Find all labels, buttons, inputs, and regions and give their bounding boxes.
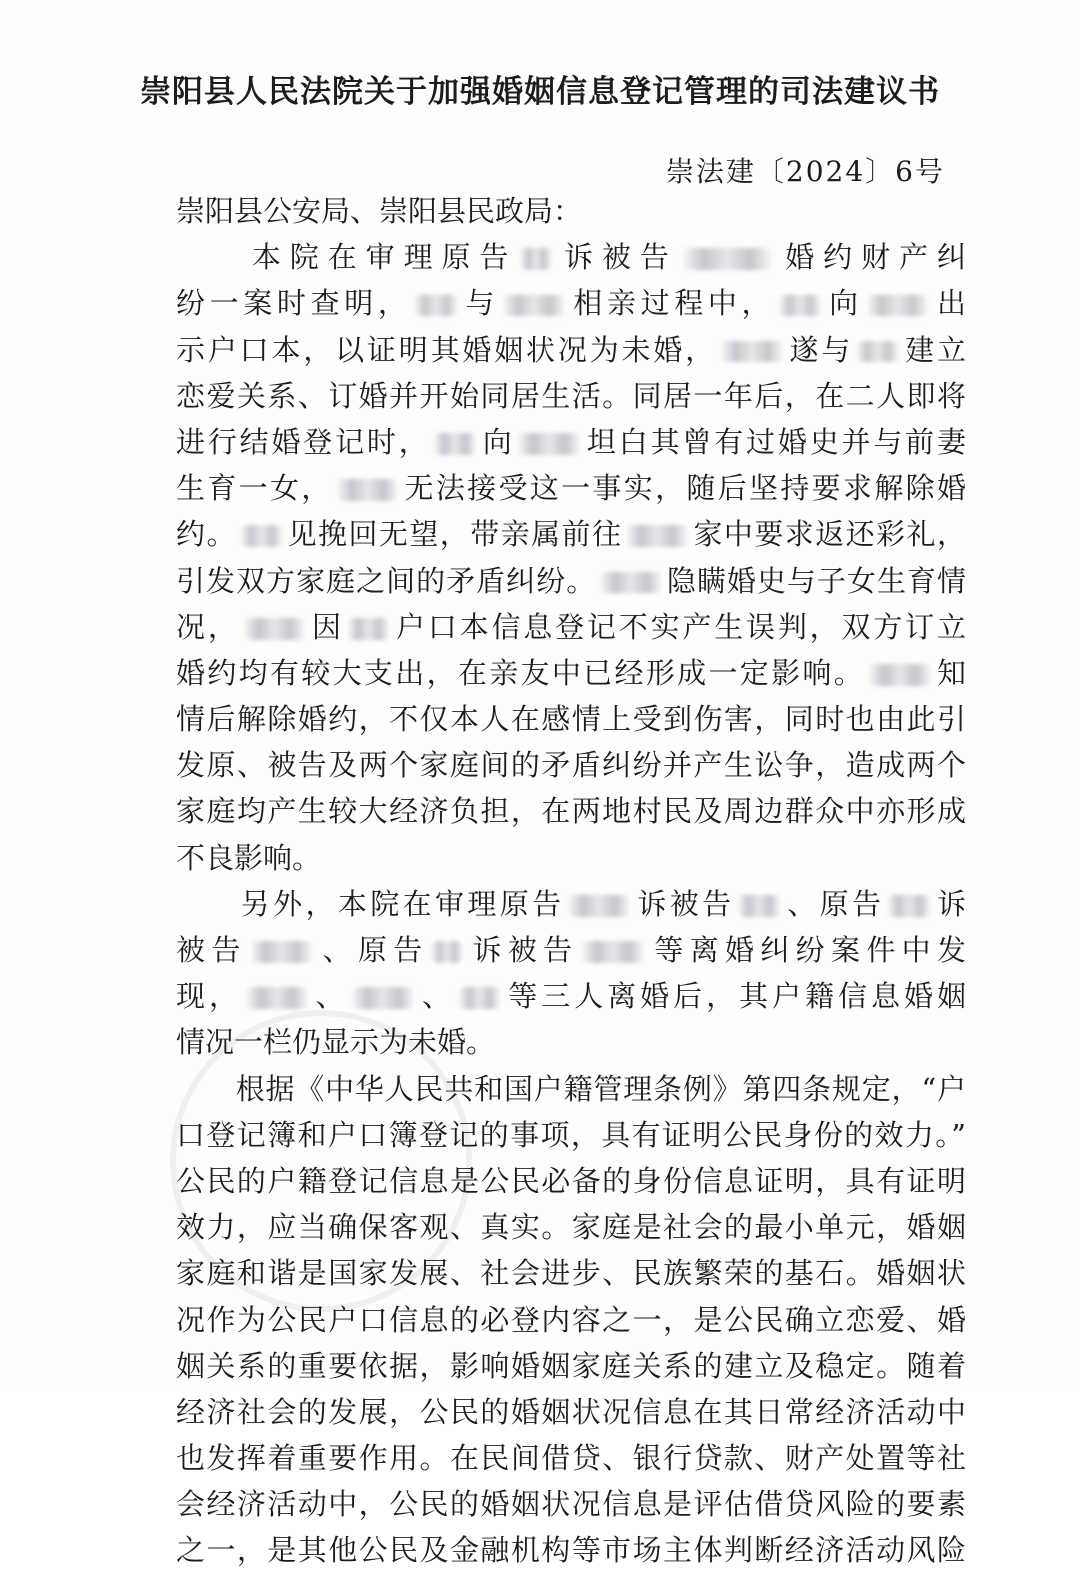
text-segment: 户口本信息登记不实产生误判，双方订立	[393, 609, 966, 644]
document-title: 崇阳县人民法院关于加强婚姻信息登记管理的司法建议书	[140, 74, 940, 110]
body-line	[176, 1204, 966, 1250]
redacted-name	[887, 895, 931, 917]
document-body	[176, 188, 966, 1574]
text-segment: 向	[824, 286, 863, 321]
addressee-line: 崇阳县公安局、崇阳县民政局：	[176, 194, 583, 228]
redacted-name	[431, 941, 463, 963]
body-line	[176, 234, 966, 280]
text-segment: 家庭和谐是国家发展、社会进步、民族繁荣的基石。婚姻状	[176, 1256, 966, 1291]
text-segment: 不良影响。	[176, 840, 322, 875]
redacted-name	[778, 295, 822, 317]
text-segment: 、	[311, 979, 349, 1014]
body-line	[176, 1250, 966, 1296]
body-line	[176, 1297, 966, 1343]
body-line	[176, 881, 966, 927]
body-line	[176, 327, 966, 373]
text-segment: 示户口本，以证明其婚姻状况为未婚，	[176, 332, 717, 367]
body-line	[176, 1527, 966, 1573]
redacted-name	[517, 433, 581, 455]
text-segment: 婚约均有较大支出，在亲友中已经形成一定影响。	[176, 655, 866, 690]
body-line	[176, 1343, 966, 1389]
redacted-name	[520, 248, 552, 270]
redacted-name	[502, 295, 566, 317]
redacted-name	[250, 941, 314, 963]
redacted-name	[866, 295, 930, 317]
redacted-name	[347, 618, 391, 640]
text-segment: 婚约财产纠	[776, 240, 966, 275]
body-line	[176, 465, 966, 511]
redacted-name	[414, 295, 458, 317]
text-segment: 根据《中华人民共和国户籍管理条例》第四条规定，“户	[176, 1071, 966, 1106]
text-segment: 因	[309, 609, 344, 644]
redacted-name	[737, 895, 781, 917]
body-line	[176, 558, 966, 604]
text-segment: 况作为公民户口信息的必登内容之一，是公民确立恋爱、婚	[176, 1302, 966, 1337]
body-line	[176, 280, 966, 326]
text-segment: 现，	[176, 979, 242, 1014]
redacted-name	[720, 341, 784, 363]
text-segment: 与	[460, 286, 500, 321]
text-segment: 之一，是其他公民及金融机构等市场主体判断经济活动风险	[176, 1533, 966, 1568]
body-line	[176, 1389, 966, 1435]
text-segment: 、原告	[783, 886, 885, 921]
text-segment: 被告	[176, 933, 247, 967]
body-line	[176, 927, 966, 973]
text-segment: 引发双方家庭之间的矛盾纠纷。	[176, 563, 597, 598]
body-line	[176, 650, 966, 696]
body-line	[176, 604, 966, 650]
text-segment: 诉被告	[466, 933, 579, 967]
redacted-name	[433, 433, 477, 455]
text-segment: 知	[934, 655, 966, 690]
text-segment: 效力，应当确保客观、真实。家庭是社会的最小单元，婚姻	[176, 1210, 966, 1245]
body-line	[176, 835, 966, 881]
text-segment: 、	[418, 979, 456, 1014]
text-segment: 恋爱关系、订婚并开始同居生活。同居一年后，在二人即将	[176, 378, 966, 413]
text-segment: 会经济活动中，公民的婚姻状况信息是评估借贷风险的要素	[176, 1487, 966, 1522]
body-line	[176, 742, 966, 788]
body-line	[176, 973, 966, 1019]
redacted-name	[240, 525, 284, 547]
text-segment: 坦白其曾有过婚史并与前妻	[584, 424, 966, 459]
redacted-name	[336, 479, 400, 501]
redacted-name	[599, 572, 663, 594]
text-segment: 遂与	[786, 332, 854, 367]
body-line	[176, 788, 966, 834]
redacted-name	[856, 341, 900, 363]
text-segment: 公民的户籍登记信息是公民必备的身份信息证明，具有证明	[176, 1163, 966, 1198]
text-segment: 进行结婚登记时，	[176, 424, 431, 459]
body-line	[176, 511, 966, 557]
text-segment: 姻关系的重要依据，影响婚姻家庭关系的建立及稳定。随着	[176, 1348, 966, 1383]
body-line	[176, 1112, 966, 1158]
redacted-name	[351, 987, 415, 1009]
document-number: 崇法建〔2024〕6号	[665, 155, 945, 188]
text-segment: 况，	[176, 609, 240, 644]
text-segment: 诉被告	[634, 886, 735, 921]
text-segment: 口登记簿和户口簿登记的事项，具有证明公民身份的效力。”	[176, 1117, 966, 1152]
text-segment: 发原、被告及两个家庭间的矛盾纠纷并产生讼争，造成两个	[176, 748, 966, 783]
text-segment: 约。	[176, 517, 237, 552]
text-segment: 诉	[933, 886, 966, 921]
text-segment: 另外，本院在审理原告	[176, 886, 565, 921]
text-segment: 、原告	[316, 933, 429, 967]
body-line	[176, 1481, 966, 1527]
text-segment: 纷一案时查明，	[176, 286, 412, 321]
text-segment: 相亲过程中，	[568, 286, 776, 321]
text-segment: 生育一女，	[176, 471, 333, 506]
text-segment: 等三人离婚后，其户籍信息婚姻	[504, 979, 966, 1014]
body-line	[176, 1019, 966, 1065]
text-segment: 出	[932, 286, 966, 321]
redacted-name	[868, 664, 932, 686]
text-segment: 情况一栏仍显示为未婚。	[176, 1025, 496, 1060]
text-segment: 诉被告	[555, 240, 678, 275]
text-segment: 无法接受这一事实，随后坚持要求解除婚	[402, 471, 966, 506]
body-line	[176, 419, 966, 465]
body-line	[176, 373, 966, 419]
body-line	[176, 696, 966, 742]
body-line	[176, 1158, 966, 1204]
redacted-name	[567, 895, 631, 917]
body-line	[176, 1435, 966, 1481]
text-segment: 见挽回无望，带亲属前往	[286, 517, 623, 552]
redacted-name	[625, 525, 689, 547]
text-segment: 建立	[902, 332, 966, 367]
redacted-name	[581, 941, 645, 963]
text-segment: 经济社会的发展，公民的婚姻状况信息在其日常经济活动中	[176, 1394, 966, 1429]
redacted-name	[243, 618, 307, 640]
text-segment: 也发挥着重要作用。在民间借贷、银行贷款、财产处置等社	[176, 1441, 966, 1476]
text-segment: 向	[479, 424, 515, 459]
body-line	[176, 1066, 966, 1112]
redacted-name	[458, 987, 502, 1009]
text-segment: 本院在审理原告	[176, 240, 518, 275]
redacted-name	[245, 987, 309, 1009]
text-segment: 隐瞒婚史与子女生育情	[665, 563, 966, 598]
redacted-name	[681, 248, 774, 270]
text-segment: 家中要求返还彩礼，	[692, 517, 966, 552]
text-segment: 家庭均产生较大经济负担，在两地村民及周边群众中亦形成	[176, 794, 966, 829]
text-segment: 情后解除婚约，不仅本人在感情上受到伤害，同时也由此引	[176, 702, 966, 737]
text-segment: 等离婚纠纷案件中发	[648, 933, 966, 967]
